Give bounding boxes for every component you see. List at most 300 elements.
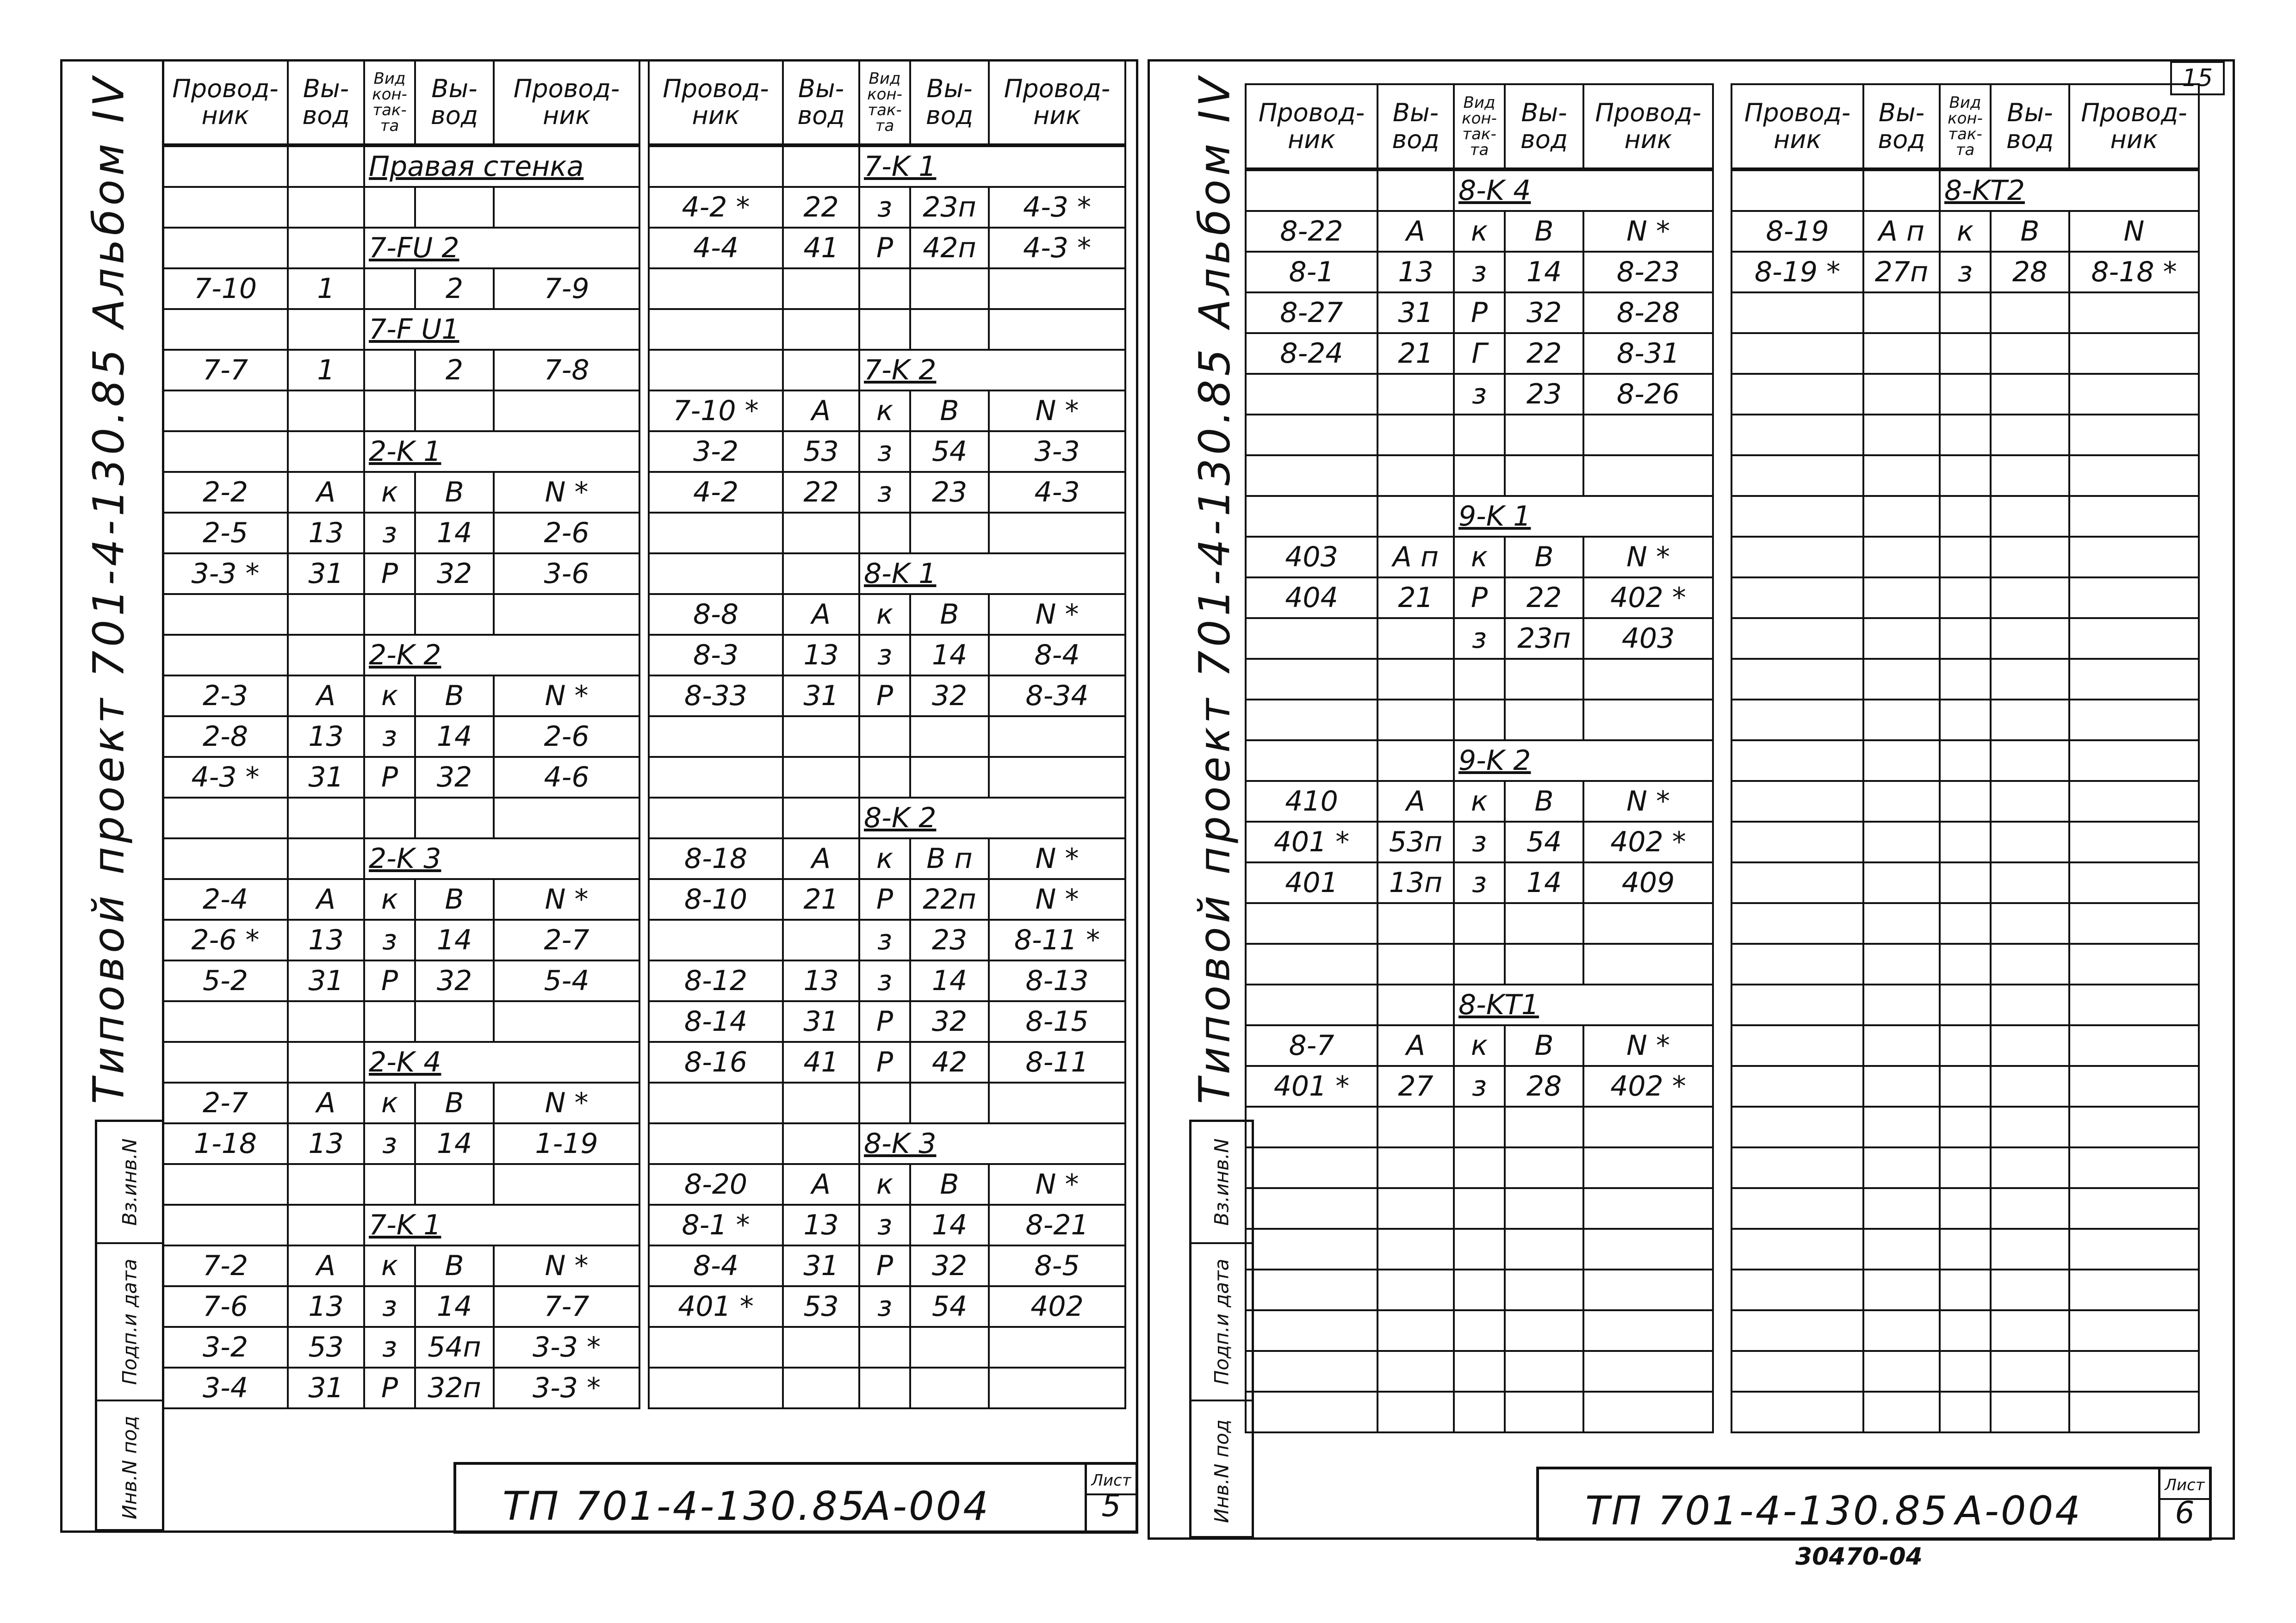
cell: 8-4	[649, 1245, 783, 1286]
cell	[364, 594, 415, 635]
cell	[1991, 985, 2069, 1025]
cell	[1863, 659, 1940, 700]
cell	[2069, 1270, 2199, 1310]
table-row	[1246, 1107, 1713, 1147]
cell: з	[859, 960, 910, 1001]
table-row	[649, 635, 1125, 675]
stamp-code: ТП 701-4-130.85	[1585, 1488, 1949, 1534]
cell	[2069, 1351, 2199, 1392]
side-label-inv: Инв.N под	[1210, 1419, 1233, 1523]
cell: к	[859, 390, 910, 431]
cell	[1583, 659, 1713, 700]
cell	[1863, 1392, 1940, 1432]
sheet-label: Лист	[2160, 1476, 2209, 1500]
cell	[783, 1123, 859, 1164]
cell	[494, 1164, 639, 1205]
group-row	[649, 1123, 1125, 1164]
table-row	[1731, 252, 2199, 292]
cell: 14	[910, 960, 989, 1001]
cell	[1863, 1107, 1940, 1147]
cell: 8-1	[1246, 252, 1378, 292]
cell: Р	[859, 675, 910, 716]
device-group-label: Правая стенка	[364, 145, 639, 187]
cell	[163, 145, 288, 187]
cell	[2069, 374, 2199, 415]
cell	[1991, 1270, 2069, 1310]
cell: 13	[1378, 252, 1454, 292]
cell: Р	[1454, 577, 1505, 618]
table-row	[1246, 862, 1713, 903]
cell	[163, 1042, 288, 1083]
cell	[1863, 985, 1940, 1025]
cell	[163, 431, 288, 472]
cell	[1583, 700, 1713, 740]
cell	[859, 268, 910, 309]
cell: 8-18 *	[2069, 252, 2199, 292]
cell	[1863, 415, 1940, 455]
cell	[1378, 169, 1454, 211]
table-row	[1731, 700, 2199, 740]
table-row	[649, 390, 1125, 431]
group-row	[649, 145, 1125, 187]
column-header: Провод-ник	[494, 60, 639, 145]
table-row	[649, 1368, 1125, 1408]
wiring-table	[1731, 83, 2200, 1433]
column-header: Вид кон-так-та	[1940, 84, 1991, 169]
cell	[910, 1368, 989, 1408]
cell	[1731, 985, 1863, 1025]
cell: з	[1454, 1066, 1505, 1107]
cell	[288, 187, 364, 228]
cell	[1583, 1147, 1713, 1188]
cell: Р	[859, 1245, 910, 1286]
cell: 7-8	[494, 350, 639, 390]
cell	[163, 309, 288, 350]
cell: 4-2 *	[649, 187, 783, 228]
table-row	[1246, 1229, 1713, 1270]
cell	[494, 390, 639, 431]
table-row	[163, 879, 639, 920]
sheet-label: Лист	[1087, 1471, 1136, 1495]
cell: 41	[783, 228, 859, 268]
cell	[1731, 903, 1863, 944]
cell: 13	[288, 1286, 364, 1327]
cell	[1863, 740, 1940, 781]
cell	[1991, 333, 2069, 374]
cell: 8-11 *	[989, 920, 1125, 960]
group-row	[163, 431, 639, 472]
cell: А	[288, 879, 364, 920]
cell	[1505, 1147, 1583, 1188]
device-group-label: 8-KT2	[1940, 169, 2199, 211]
cell: к	[1454, 781, 1505, 822]
table-row	[1246, 903, 1713, 944]
cell	[1731, 292, 1863, 333]
cell: N *	[1583, 211, 1713, 252]
cell	[1863, 1351, 1940, 1392]
device-group-label: 8-K 4	[1454, 169, 1713, 211]
table-row	[163, 1164, 639, 1205]
device-group-label: 2-K 1	[364, 431, 639, 472]
cell	[1378, 374, 1454, 415]
cell: 8-20	[649, 1164, 783, 1205]
cell: 21	[1378, 333, 1454, 374]
column-header: Провод-ник	[163, 60, 288, 145]
cell: 13п	[1378, 862, 1454, 903]
cell	[1863, 169, 1940, 211]
cell	[288, 1042, 364, 1083]
cell	[783, 513, 859, 553]
table-row	[1731, 1107, 2199, 1147]
cell	[163, 635, 288, 675]
cell: к	[364, 675, 415, 716]
cell	[1246, 1188, 1378, 1229]
table-row	[163, 513, 639, 553]
cell: 8-16	[649, 1042, 783, 1083]
cell	[1940, 985, 1991, 1025]
cell: В	[415, 1245, 494, 1286]
cell: В	[910, 594, 989, 635]
cell	[1863, 862, 1940, 903]
group-row	[163, 228, 639, 268]
cell: к	[859, 594, 910, 635]
cell: 8-1 *	[649, 1205, 783, 1245]
cell: 7-9	[494, 268, 639, 309]
cell	[1505, 1107, 1583, 1147]
cell	[1731, 1310, 1863, 1351]
cell	[1731, 659, 1863, 700]
cell	[1378, 1270, 1454, 1310]
cell	[649, 145, 783, 187]
cell	[1246, 496, 1378, 537]
cell: 53	[288, 1327, 364, 1368]
cell	[1583, 1270, 1713, 1310]
cell: Р	[859, 1042, 910, 1083]
cell	[1731, 1188, 1863, 1229]
cell	[1991, 740, 2069, 781]
cell: 31	[783, 1245, 859, 1286]
cell	[2069, 944, 2199, 985]
cell: 8-33	[649, 675, 783, 716]
cell: 7-7	[494, 1286, 639, 1327]
table-row	[1731, 1392, 2199, 1432]
table-row	[1731, 944, 2199, 985]
cell	[649, 309, 783, 350]
cell: 8-7	[1246, 1025, 1378, 1066]
cell	[415, 187, 494, 228]
cell	[1863, 455, 1940, 496]
cell: 3-3 *	[494, 1327, 639, 1368]
table-row	[649, 309, 1125, 350]
device-group-label: 7-K 1	[364, 1205, 639, 1245]
cell	[1731, 537, 1863, 577]
table-row	[1731, 1270, 2199, 1310]
table-row	[649, 268, 1125, 309]
cell	[1940, 618, 1991, 659]
cell: В	[415, 1083, 494, 1123]
cell	[2069, 985, 2199, 1025]
cell: з	[859, 431, 910, 472]
cell	[1454, 1270, 1505, 1310]
column-header: Провод-ник	[2069, 84, 2199, 169]
cell: В	[1505, 537, 1583, 577]
group-row	[163, 635, 639, 675]
cell: к	[1454, 211, 1505, 252]
group-row	[649, 553, 1125, 594]
cell	[1731, 577, 1863, 618]
table-row	[163, 350, 639, 390]
cell: 54	[910, 1286, 989, 1327]
cell: 14	[415, 920, 494, 960]
table-row	[163, 1286, 639, 1327]
cell	[1991, 577, 2069, 618]
table-row	[163, 390, 639, 431]
cell: к	[364, 879, 415, 920]
cell: 8-19 *	[1731, 252, 1863, 292]
table-row	[1246, 292, 1713, 333]
cell	[1454, 415, 1505, 455]
cell	[783, 1083, 859, 1123]
cell	[364, 1001, 415, 1042]
cell: 2-4	[163, 879, 288, 920]
cell: 23	[910, 472, 989, 513]
cell: 42п	[910, 228, 989, 268]
cell	[910, 716, 989, 757]
cell	[1940, 740, 1991, 781]
cell	[1246, 944, 1378, 985]
table-row	[649, 472, 1125, 513]
cell	[415, 798, 494, 838]
device-group-label: 7-K 2	[859, 350, 1125, 390]
cell: з	[1454, 618, 1505, 659]
cell: 8-4	[989, 635, 1125, 675]
group-row	[649, 798, 1125, 838]
cell	[1863, 1066, 1940, 1107]
cell: N *	[1583, 781, 1713, 822]
table-header-row	[163, 60, 639, 145]
cell	[2069, 292, 2199, 333]
cell	[288, 309, 364, 350]
cell	[1863, 1310, 1940, 1351]
cell	[1378, 1107, 1454, 1147]
cell: 409	[1583, 862, 1713, 903]
device-group-label: 8-K 2	[859, 798, 1125, 838]
cell: 2-5	[163, 513, 288, 553]
cell	[989, 716, 1125, 757]
cell: 8-21	[989, 1205, 1125, 1245]
cell: 54	[910, 431, 989, 472]
table-row	[1731, 822, 2199, 862]
cell	[1454, 903, 1505, 944]
column-header: Провод-ник	[1583, 84, 1713, 169]
cell	[859, 309, 910, 350]
cell: 8-8	[649, 594, 783, 635]
cell: Р	[1454, 292, 1505, 333]
cell: N *	[989, 594, 1125, 635]
table-row	[163, 268, 639, 309]
cell: Р	[364, 960, 415, 1001]
table-row	[649, 1042, 1125, 1083]
cell	[163, 187, 288, 228]
table-header-row	[1246, 84, 1713, 169]
table-row	[1731, 903, 2199, 944]
cell: 32	[415, 757, 494, 798]
cell	[288, 145, 364, 187]
cell: 2-6	[494, 513, 639, 553]
cell: 402 *	[1583, 577, 1713, 618]
cell: з	[1454, 374, 1505, 415]
cell	[910, 309, 989, 350]
cell	[1378, 496, 1454, 537]
cell	[1246, 1147, 1378, 1188]
table-row	[1731, 1147, 2199, 1188]
cell: N *	[989, 390, 1125, 431]
device-group-label: 2-K 4	[364, 1042, 639, 1083]
device-group-label: 8-K 3	[859, 1123, 1125, 1164]
cell: N *	[1583, 1025, 1713, 1066]
cell	[1940, 455, 1991, 496]
cell	[1863, 1147, 1940, 1188]
stamp-code: ТП 701-4-130.85	[503, 1483, 867, 1530]
cell: к	[1454, 537, 1505, 577]
column-header: Вы-вод	[1863, 84, 1940, 169]
group-row	[1731, 169, 2199, 211]
cell	[783, 920, 859, 960]
cell	[288, 798, 364, 838]
table-row	[649, 1245, 1125, 1286]
cell	[1246, 1107, 1378, 1147]
column-header: Вы-вод	[288, 60, 364, 145]
cell: В	[910, 390, 989, 431]
cell	[1940, 1147, 1991, 1188]
cell: 21	[783, 879, 859, 920]
cell	[989, 268, 1125, 309]
cell	[1246, 903, 1378, 944]
cell: 14	[415, 1123, 494, 1164]
table-row	[1731, 740, 2199, 781]
cell	[2069, 618, 2199, 659]
cell: В	[1505, 1025, 1583, 1066]
column-header: Провод-ник	[989, 60, 1125, 145]
device-group-label: 2-K 2	[364, 635, 639, 675]
table-row	[1246, 211, 1713, 252]
cell	[1940, 1188, 1991, 1229]
cell: 13	[288, 920, 364, 960]
cell: 22	[783, 187, 859, 228]
table-row	[649, 960, 1125, 1001]
cell	[1454, 1351, 1505, 1392]
table-row	[649, 879, 1125, 920]
cell: 21	[1378, 577, 1454, 618]
cell: 53	[783, 1286, 859, 1327]
cell: 401	[1246, 862, 1378, 903]
cell: 32	[910, 1245, 989, 1286]
cell: N *	[494, 879, 639, 920]
cell	[1378, 700, 1454, 740]
cell	[1863, 944, 1940, 985]
cell: 7-7	[163, 350, 288, 390]
cell: 8-11	[989, 1042, 1125, 1083]
column-header: Вы-вод	[1378, 84, 1454, 169]
cell: 8-10	[649, 879, 783, 920]
cell	[1583, 1107, 1713, 1147]
cell: 402 *	[1583, 1066, 1713, 1107]
side-label-podp: Подп.и дата	[118, 1258, 141, 1385]
table-row	[649, 1083, 1125, 1123]
cell	[1378, 1310, 1454, 1351]
column-header: Вид кон-так-та	[1454, 84, 1505, 169]
cell	[1731, 496, 1863, 537]
cell: Р	[364, 1368, 415, 1408]
cell: 3-3 *	[494, 1368, 639, 1408]
cell	[1731, 1066, 1863, 1107]
device-group-label: 2-K 3	[364, 838, 639, 879]
cell	[783, 350, 859, 390]
cell	[1991, 537, 2069, 577]
cell	[1731, 455, 1863, 496]
cell	[649, 1083, 783, 1123]
cell	[1991, 1188, 2069, 1229]
cell	[1454, 1107, 1505, 1147]
cell: 13	[783, 635, 859, 675]
cell	[2069, 415, 2199, 455]
cell: В	[415, 675, 494, 716]
cell	[783, 1327, 859, 1368]
table-row	[649, 1286, 1125, 1327]
wiring-table	[162, 59, 640, 1409]
cell	[1731, 374, 1863, 415]
table-row	[649, 594, 1125, 635]
cell: Р	[859, 1001, 910, 1042]
cell	[1863, 700, 1940, 740]
cell: 2-7	[494, 920, 639, 960]
cell: 2	[415, 350, 494, 390]
cell	[1940, 862, 1991, 903]
cell: 14	[1505, 862, 1583, 903]
cell: 31	[288, 757, 364, 798]
group-row	[1246, 740, 1713, 781]
cell	[783, 553, 859, 594]
column-header: Провод-ник	[1731, 84, 1863, 169]
table-row	[649, 513, 1125, 553]
cell	[859, 1327, 910, 1368]
cell	[1940, 415, 1991, 455]
cell	[2069, 455, 2199, 496]
table-row	[1246, 577, 1713, 618]
table-row	[163, 757, 639, 798]
cell: з	[859, 472, 910, 513]
cell	[1505, 1229, 1583, 1270]
cell	[1454, 1392, 1505, 1432]
table-row	[1246, 252, 1713, 292]
cell: А	[783, 390, 859, 431]
cell: Р	[859, 879, 910, 920]
table-row	[1731, 537, 2199, 577]
cell: 401 *	[1246, 822, 1378, 862]
cell	[1940, 1351, 1991, 1392]
cell	[1863, 1229, 1940, 1270]
group-row	[163, 1042, 639, 1083]
cell	[1731, 944, 1863, 985]
cell	[1454, 1310, 1505, 1351]
column-header: Вид кон-так-та	[859, 60, 910, 145]
device-group-label: 8-K 1	[859, 553, 1125, 594]
cell	[1246, 169, 1378, 211]
cell	[2069, 333, 2199, 374]
cell	[1991, 903, 2069, 944]
table-row	[163, 1123, 639, 1164]
cell: з	[1454, 862, 1505, 903]
